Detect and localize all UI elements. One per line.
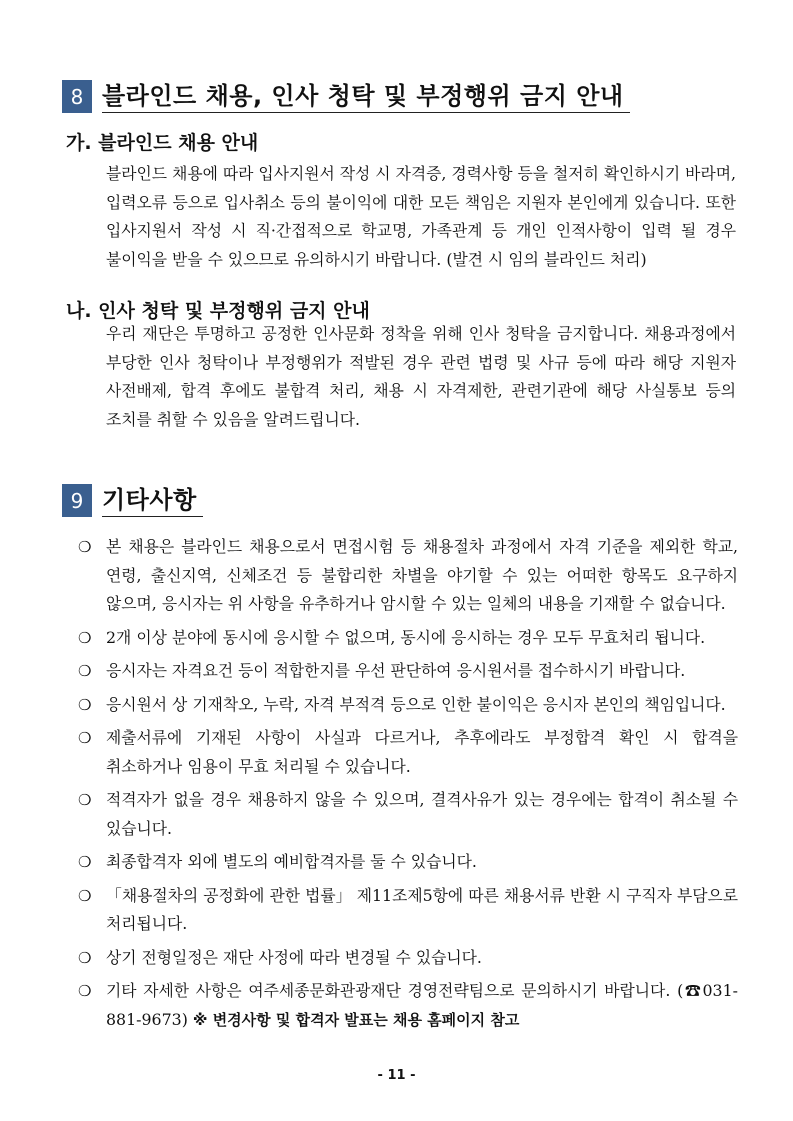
section-9-header [62, 484, 203, 517]
list-item: ❍ 응시자는 자격요건 등이 적합한지를 우선 판단하여 응시원서를 접수하시기 바랍니다. [78, 657, 738, 686]
list-item [78, 977, 738, 1034]
circle-bullet-icon: ❍ [78, 538, 92, 556]
circle-bullet-icon: ❍ [78, 982, 92, 1000]
list-item: ❍ 본 채용은 블라인드 채용으로서 면접시험 등 채용절차 과정에서 자격 기준을 제외한 학교, 연령, 출신지역, 신체조건 등 불합리한 차별을 야기할 수 있는 어떠한 항목도 요구하지 않으며, 응시자는 위 사항을 유추하거나 암시할 수 있는 일체의 내용을 기재할 수 없습니다. [78, 533, 738, 619]
section-9-title: 기타사항 [102, 485, 203, 517]
page-number: - 11 - [377, 1068, 416, 1083]
notes-list [78, 533, 738, 1039]
list-item: ❍ 최종합격자 외에 별도의 예비합격자를 둘 수 있습니다. [78, 848, 738, 877]
circle-bullet-icon: ❍ [78, 695, 92, 714]
circle-bullet-icon: ❍ [78, 791, 92, 809]
circle-bullet-icon: ❍ [78, 853, 92, 871]
list-item: ❍ 「채용절차의 공정화에 관한 법률」 제11조제5항에 따른 채용서류 반환 시 구직자 부담으로 처리됩니다. [78, 882, 738, 939]
circle-bullet-icon: ❍ [78, 886, 92, 905]
section-9-number: 9 [62, 484, 92, 517]
last-note-text: 기타 자세한 사항은 여주세종문화관광재단 경영전략팀으로 문의하시기 바랍니다. [106, 981, 671, 1000]
section-8-header [62, 80, 630, 113]
list-item: ❍ 응시원서 상 기재착오, 누락, 자격 부적격 등으로 인한 불이익은 응시자 본인의 책임입니다. [78, 691, 738, 720]
homepage-notice: ※ 변경사항 및 합격자 발표는 채용 홈페이지 참고 [192, 1010, 520, 1029]
contact-phone: (☎031-881-9673) [106, 981, 738, 1029]
list-item: ❍ 적격자가 없을 경우 채용하지 않을 수 있으며, 결격사유가 있는 경우에는 합격이 취소될 수 있습니다. [78, 786, 738, 843]
subsection-b-heading: 나. 인사 청탁 및 부정행위 금지 안내 [66, 300, 370, 322]
subsection-a-heading: 가. 블라인드 채용 안내 [66, 132, 259, 154]
subsection-b-body: 우리 재단은 투명하고 공정한 인사문화 정착을 위해 인사 청탁을 금지합니다. 채용과정에서 부당한 인사 청탁이나 부정행위가 적발된 경우 관련 법령 및 사규 등에 따라 해당 지원자 사전배제, 합격 후에도 불합격 처리, 채용 시 자격제한, 관련기관에 해당 사실통보 등의 조치를 취할 수 있음을 알려드립니다. [106, 324, 736, 429]
circle-bullet-icon: ❍ [78, 948, 92, 967]
circle-bullet-icon: ❍ [78, 662, 92, 680]
list-item: ❍ 2개 이상 분야에 동시에 응시할 수 없으며, 동시에 응시하는 경우 모두 무효처리 됩니다. [78, 624, 738, 653]
circle-bullet-icon: ❍ [78, 628, 92, 647]
list-item: ❍ 제출서류에 기재된 사항이 사실과 다르거나, 추후에라도 부정합격 확인 시 합격을 취소하거나 임용이 무효 처리될 수 있습니다. [78, 724, 738, 781]
subsection-a-body: 블라인드 채용에 따라 입사지원서 작성 시 자격증, 경력사항 등을 철저히 확인하시기 바라며, 입력오류 등으로 입사취소 등의 불이익에 대한 모든 책임은 지원자 본인에게 있습니다. 또한 입사지원서 작성 시 직·간접적으로 학교명, 가족관계 등 개인 인적사항이 입력 될 경우 불이익을 받을 수 있으므로 유의하시기 바랍니다. (발견 시 임의 블라인드 처리) [106, 164, 736, 269]
circle-bullet-icon: ❍ [78, 729, 92, 747]
list-item: ❍ 상기 전형일정은 재단 사정에 따라 변경될 수 있습니다. [78, 944, 738, 973]
section-8-title: 블라인드 채용, 인사 청탁 및 부정행위 금지 안내 [102, 81, 630, 113]
section-8-number: 8 [62, 80, 92, 113]
